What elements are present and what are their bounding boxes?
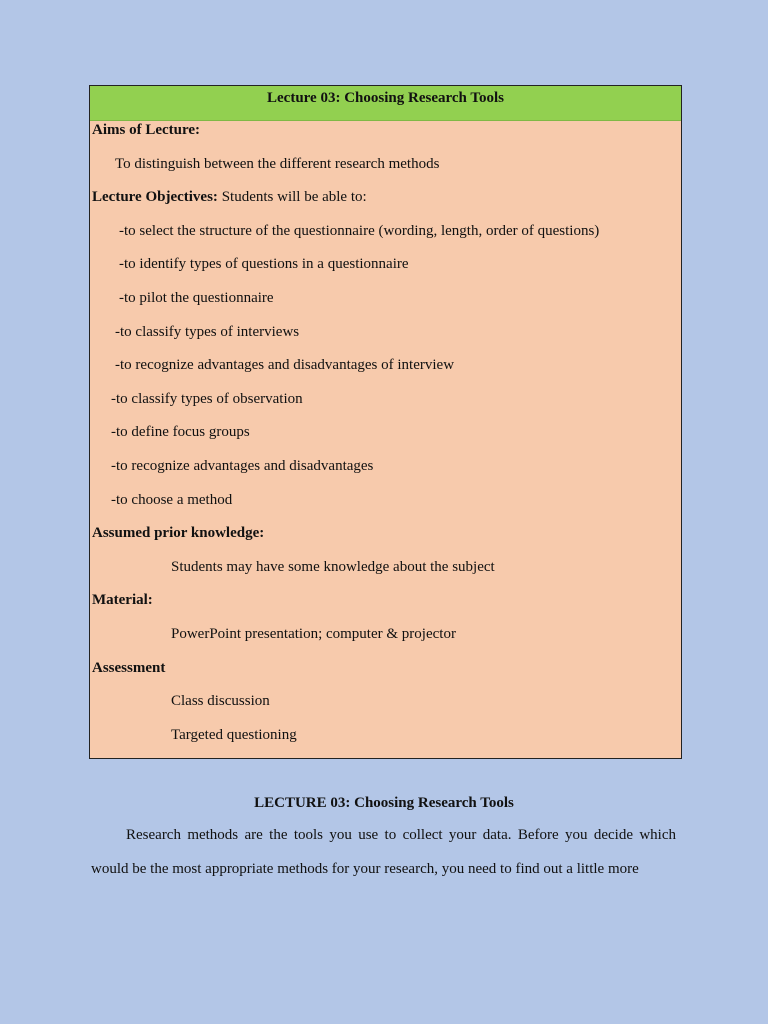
objective-item: -to recognize advantages and disadvantages bbox=[111, 458, 374, 474]
section-title: LECTURE 03: Choosing Research Tools bbox=[254, 795, 514, 811]
prior-knowledge-text: Students may have some knowledge about the subject bbox=[171, 559, 495, 575]
lecture-summary-box bbox=[89, 85, 682, 759]
objective-item: -to classify types of observation bbox=[111, 391, 303, 407]
objective-item: -to recognize advantages and disadvantages of interview bbox=[115, 357, 455, 373]
objectives-intro: Students will be able to: bbox=[217, 189, 367, 205]
prior-knowledge-heading: Assumed prior knowledge: bbox=[92, 525, 265, 541]
objective-item: -to choose a method bbox=[111, 492, 233, 508]
lecture-box-title: Lecture 03: Choosing Research Tools bbox=[90, 86, 681, 121]
assessment-item: Class discussion bbox=[171, 693, 270, 709]
objective-item: -to define focus groups bbox=[111, 424, 250, 440]
material-text: PowerPoint presentation; computer & projector bbox=[171, 626, 456, 642]
objective-item: -to select the structure of the questionnaire (wording, length, order of questions) bbox=[119, 223, 600, 239]
aims-heading: Aims of Lecture: bbox=[92, 122, 201, 138]
objective-item: -to classify types of interviews bbox=[115, 324, 300, 340]
material-heading: Material: bbox=[92, 592, 153, 608]
objective-item: -to pilot the questionnaire bbox=[119, 290, 274, 306]
assessment-item: Targeted questioning bbox=[171, 727, 297, 743]
objective-item: -to identify types of questions in a questionnaire bbox=[119, 256, 409, 272]
objectives-heading: Lecture Objectives: bbox=[92, 189, 218, 205]
aims-text: To distinguish between the different research methods bbox=[115, 156, 440, 172]
assessment-heading: Assessment bbox=[92, 660, 166, 676]
body-paragraph: Research methods are the tools you use to collect your data. Before you decide which would be the most appropriate methods for your research, you need to find out a little more bbox=[91, 827, 676, 877]
objectives-line bbox=[92, 188, 367, 206]
